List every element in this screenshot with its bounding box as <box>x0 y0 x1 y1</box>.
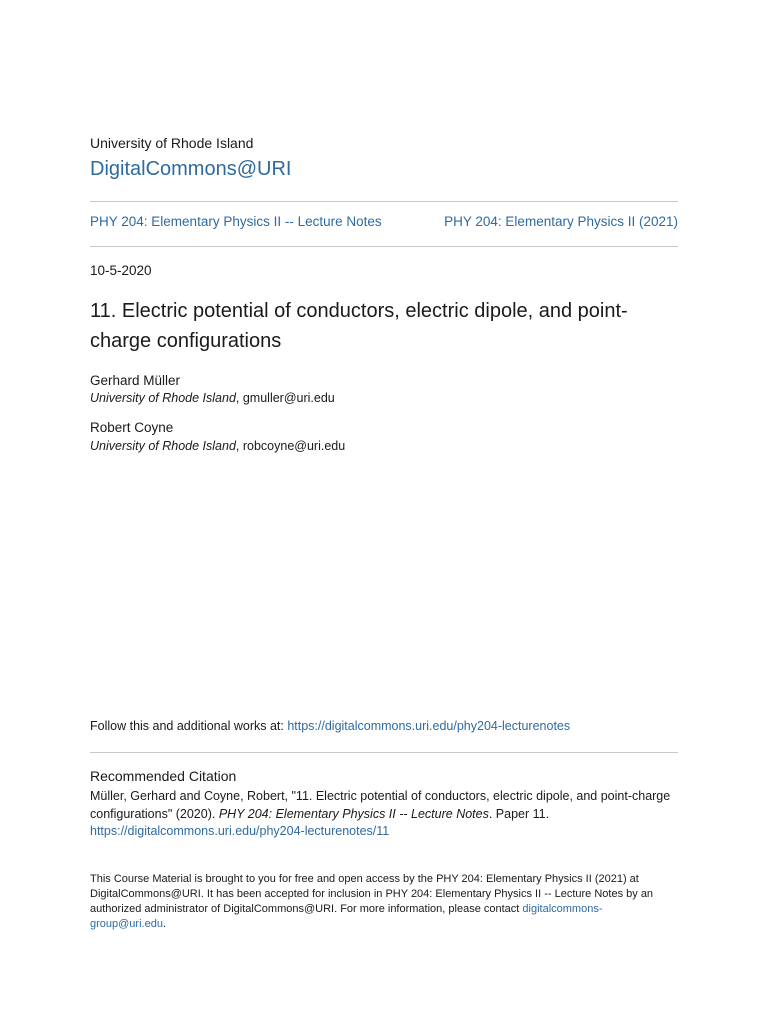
series-link-course[interactable]: PHY 204: Elementary Physics II (2021) <box>444 214 678 229</box>
divider <box>90 752 678 753</box>
author-affiliation <box>90 391 335 405</box>
citation-link[interactable]: https://digitalcommons.uri.edu/phy204-lecturenotes/11 <box>90 824 390 838</box>
citation-text <box>90 788 678 841</box>
citation-body: Müller, Gerhard and Coyne, Robert, "11. Electric potential of conductors, electric dipole, and point-charge configurations" (2020). <box>90 789 671 821</box>
publication-date: 10-5-2020 <box>90 263 152 278</box>
repository-link[interactable]: DigitalCommons@URI <box>90 158 292 180</box>
institution-name: University of Rhode Island <box>90 135 254 151</box>
follow-line <box>90 719 570 733</box>
series-link-lecture-notes[interactable]: PHY 204: Elementary Physics II -- Lecture Notes <box>90 214 382 229</box>
notice-text: This Course Material is brought to you for free and open access by the PHY 204: Elementary Physics II (2021) at DigitalCommons@URI. It has been accepted for inclusion in PHY 204: Elementary Physics II -- Lecture Notes by an authorized administrator of DigitalCommons@URI. For more information, please contact <box>90 873 654 915</box>
affiliation-institution: University of Rhode Island <box>90 391 236 405</box>
author-email: , robcoyne@uri.edu <box>235 439 346 453</box>
recommended-citation-heading: Recommended Citation <box>90 768 237 784</box>
citation-paper: . Paper 11. <box>488 806 550 821</box>
access-notice <box>90 872 678 932</box>
notice-end: . <box>162 918 166 930</box>
affiliation-institution: University of Rhode Island <box>90 439 236 453</box>
follow-text: Follow this and additional works at: <box>90 719 288 733</box>
series-row <box>90 214 678 229</box>
document-title: 11. Electric potential of conductors, electric dipole, and point-charge configurations <box>90 300 628 352</box>
citation-journal: PHY 204: Elementary Physics II -- Lecture Notes <box>218 806 489 821</box>
divider <box>90 201 678 202</box>
author-name: Gerhard Müller <box>90 373 181 388</box>
contact-email-link[interactable]: digitalcommons-group@uri.edu <box>90 903 603 930</box>
author-name: Robert Coyne <box>90 420 174 435</box>
author-affiliation <box>90 439 345 453</box>
follow-link[interactable]: https://digitalcommons.uri.edu/phy204-lecturenotes <box>287 719 571 733</box>
divider <box>90 246 678 247</box>
author-email: , gmuller@uri.edu <box>235 391 335 405</box>
